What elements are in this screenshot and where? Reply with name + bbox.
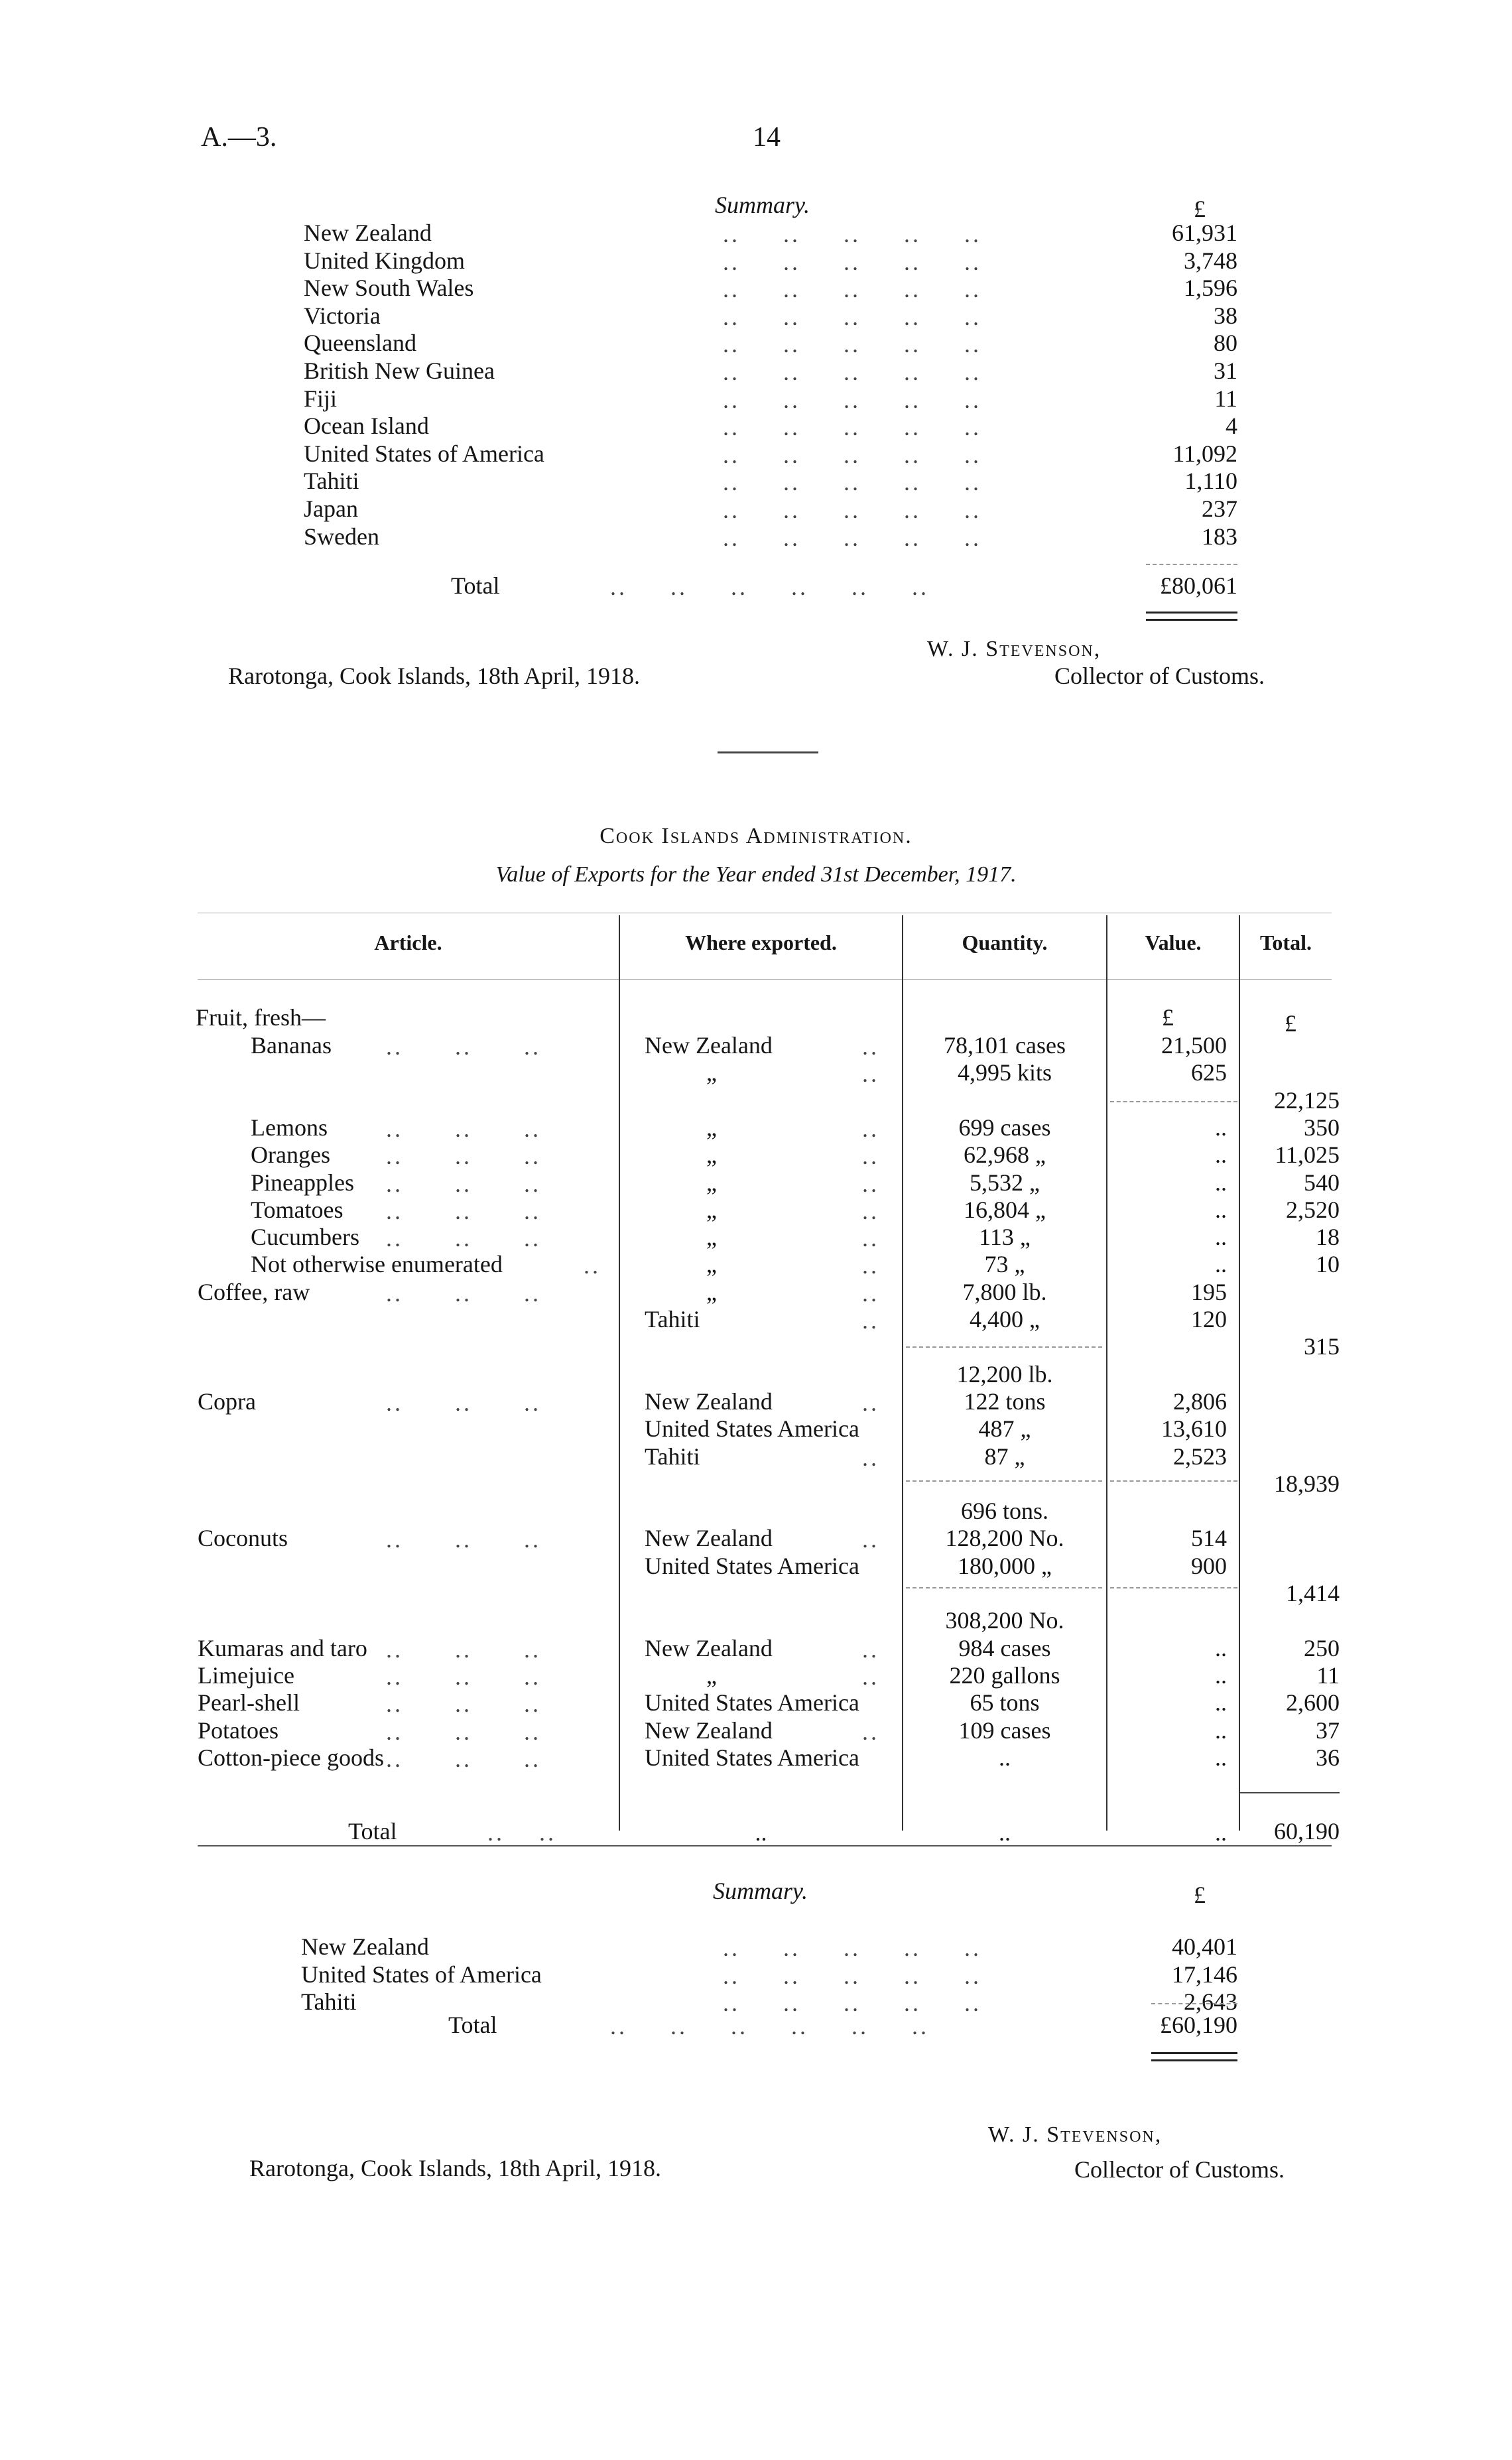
signature-name-text: W. J. Stevenson, [927,637,1102,661]
quantity-cell: 78,101 cases [944,1032,1066,1059]
leader-dots: .. .. .. [386,1636,541,1663]
leader-dots: .. .. .. .. .. [723,387,981,413]
value-cell: 120 [1191,1306,1227,1332]
article-cell: Coconuts [198,1525,288,1551]
leader-dots: .. [862,1033,879,1060]
quantity-cell: 4,400 „ [970,1306,1040,1332]
quantity-cell: 308,200 No. [945,1607,1064,1634]
leader-dots: .. .. .. [386,1116,541,1142]
quantity-cell: 487 „ [978,1415,1031,1442]
summary-row-label: Japan [304,495,358,522]
leader-dots: .. .. .. .. .. [723,304,981,330]
value-cell: 21,500 [1161,1032,1227,1059]
leader-dots: .. [584,1252,601,1279]
total-row-where: .. [755,1819,767,1846]
summary-row-label: Ocean Island [304,413,429,439]
header-article: Article. [374,931,442,954]
where-cell: „ [706,1169,717,1196]
total-cell: 37 [1316,1717,1340,1744]
subtotal-rule [906,1587,1102,1588]
leader-dots: .. [862,1143,879,1169]
article-cell: Tomatoes [251,1197,344,1223]
where-cell: New Zealand [645,1388,773,1415]
quantity-cell: 113 „ [979,1224,1031,1250]
summary-title: Summary. [715,192,810,218]
signature-role: Collector of Customs. [1054,663,1265,689]
summary-row-label: New Zealand [304,220,432,246]
where-cell: United States America [645,1553,859,1579]
summary-total-value: £80,061 [1160,572,1237,599]
summary-row-value: 11,092 [1172,440,1237,467]
article-cell: Lemons [251,1114,328,1141]
total-cell: 18,939 [1274,1470,1340,1497]
value-cell: .. [1215,1635,1227,1661]
where-cell: Tahiti [645,1443,700,1470]
value-currency: £ [1162,1004,1174,1031]
where-cell: New Zealand [645,1717,773,1744]
article-cell: Oranges [251,1141,330,1168]
signature-place: Rarotonga, Cook Islands, 18th April, 1918. [228,663,640,689]
leader-dots: .. .. .. .. .. [723,442,981,468]
total-cell: 350 [1304,1114,1340,1141]
leader-dots: .. [862,1636,879,1663]
leader-dots: .. .. .. .. .. [723,1935,981,1961]
value-cell: .. [1215,1114,1227,1141]
where-cell: „ [706,1662,717,1689]
value-cell: 514 [1191,1525,1227,1551]
quantity-cell: 4,995 kits [957,1059,1052,1086]
leader-dots: .. .. .. .. .. [723,276,981,302]
summary-row-value: 40,401 [1172,1933,1237,1960]
summary-row-label: British New Guinea [304,357,495,384]
leader-dots: .. .. .. .. .. [723,359,981,385]
total-cell: 11,025 [1275,1141,1340,1168]
leader-dots: .. [862,1526,879,1553]
value-cell: 13,610 [1161,1415,1227,1442]
quantity-cell: 62,968 „ [964,1141,1046,1168]
leader-dots: .. .. [487,1819,556,1846]
article-cell: Pineapples [251,1169,354,1196]
article-cell: Coffee, raw [198,1279,310,1305]
value-cell: .. [1215,1224,1227,1250]
subtotal-rule [906,1346,1102,1348]
quantity-cell: 696 tons. [960,1498,1048,1524]
summary-row-value: 61,931 [1172,220,1237,246]
where-cell: New Zealand [645,1525,773,1551]
article-cell: Not otherwise enumerated [251,1251,503,1277]
article-cell: Limejuice [198,1662,294,1689]
leader-dots: .. .. .. [386,1691,541,1717]
subtotal-rule [906,1480,1102,1482]
double-rule [1146,612,1237,621]
value-cell: 900 [1191,1553,1227,1579]
header-where: Where exported. [685,931,837,954]
leader-dots: .. [862,1171,879,1197]
summary-row-value: 237 [1202,495,1237,522]
summary-row-value: 1,110 [1184,468,1237,494]
leader-dots: .. .. .. .. .. [723,331,981,357]
quantity-cell: 180,000 „ [958,1553,1052,1579]
article-cell: Potatoes [198,1717,279,1744]
leader-dots: .. [862,1718,879,1745]
summary-row-value: 17,146 [1172,1961,1237,1988]
leader-dots: .. .. .. [386,1143,541,1169]
leader-dots: .. .. .. .. .. [723,1990,981,2016]
leader-dots: .. .. .. [386,1663,541,1690]
leader-dots: .. [862,1663,879,1690]
total-row-total: 60,190 [1274,1818,1340,1845]
total-cell: 2,520 [1286,1197,1340,1223]
quantity-cell: 7,800 lb. [962,1279,1047,1305]
column-divider [619,915,620,1831]
summary-row-label: Victoria [304,302,381,329]
where-cell: United States America [645,1689,859,1716]
leader-dots: .. .. .. .. .. .. [610,574,929,600]
leader-dots: .. [862,1280,879,1307]
summary-row-label: New Zealand [301,1933,429,1960]
value-cell: .. [1215,1169,1227,1196]
leader-dots: .. .. .. [386,1718,541,1745]
leader-dots: .. [862,1445,879,1471]
leader-dots: .. [862,1390,879,1416]
table-header-rule [198,979,1332,980]
rule [1151,2003,1237,2004]
article-cell: Pearl-shell [198,1689,300,1716]
where-cell: „ [706,1059,717,1086]
where-cell: „ [706,1251,717,1277]
leader-dots: .. .. .. [386,1033,541,1060]
article-cell: Copra [198,1388,256,1415]
quantity-cell: 5,532 „ [970,1169,1040,1196]
leader-dots: .. .. .. [386,1171,541,1197]
double-rule [1151,2052,1237,2061]
subtotal-rule [1110,1587,1237,1588]
summary-row-value: 1,596 [1184,275,1237,301]
total-cell: 11 [1316,1662,1340,1689]
article-cell: Bananas [251,1032,332,1059]
summary-title: Summary. [713,1878,808,1904]
summary-row-value: 80 [1214,330,1237,356]
leader-dots: .. .. .. .. .. [723,497,981,523]
value-cell: .. [1215,1251,1227,1277]
signature-name [927,635,1101,663]
total-cell: 10 [1316,1251,1340,1277]
value-cell: .. [1215,1197,1227,1223]
quantity-cell: 12,200 lb. [956,1361,1053,1388]
admin-title: Cook Islands Administration. [599,824,913,848]
where-cell: „ [706,1197,717,1223]
where-cell: „ [706,1114,717,1141]
total-currency: £ [1285,1010,1296,1037]
leader-dots: .. [862,1198,879,1224]
value-cell: 625 [1191,1059,1227,1086]
signature-name-text: W. J. Stevenson, [988,2122,1163,2147]
currency-symbol: £ [1194,1882,1206,1908]
summary-row-value: 31 [1214,357,1237,384]
value-cell: .. [1215,1141,1227,1168]
value-cell: 195 [1191,1279,1227,1305]
quantity-cell: 122 tons [964,1388,1046,1415]
where-cell: New Zealand [645,1635,773,1661]
leader-dots: .. .. .. [386,1280,541,1307]
total-cell: 315 [1304,1333,1340,1360]
summary-row-label: United Kingdom [304,247,465,274]
total-row-label: Total [348,1818,397,1845]
value-cell: .. [1215,1689,1227,1716]
leader-dots: .. [862,1061,879,1087]
table-title: Value of Exports for the Year ended 31st December, 1917. [495,862,1017,887]
total-cell: 18 [1316,1224,1340,1250]
article-cell: Cotton-piece goods [198,1744,384,1771]
summary-row-label: Queensland [304,330,416,356]
summary-total-label: Total [451,572,500,599]
value-cell: 2,806 [1173,1388,1227,1415]
total-cell: 36 [1316,1744,1340,1771]
where-cell: United States America [645,1415,859,1442]
leader-dots: .. [862,1225,879,1252]
summary-row-label: United States of America [304,440,544,467]
summary-row-label: Fiji [304,385,338,412]
quantity-cell: 109 cases [958,1717,1051,1744]
signature-name [988,2121,1162,2149]
quantity-cell: 128,200 No. [945,1525,1064,1551]
summary-row-label: Tahiti [304,468,359,494]
summary-total-label: Total [448,2012,497,2038]
total-cell: 250 [1304,1635,1340,1661]
where-cell: New Zealand [645,1032,773,1059]
total-rule [1240,1792,1340,1793]
quantity-cell: 65 tons [970,1689,1040,1716]
summary-row-value: 183 [1202,523,1237,550]
leader-dots: .. .. .. .. .. [723,469,981,495]
summary-row-value: 2,643 [1184,1988,1237,2015]
total-row-value: .. [1215,1819,1227,1846]
summary-row-label: Sweden [304,523,379,550]
page-number: 14 [753,122,781,153]
header-quantity: Quantity. [962,931,1048,954]
summary-row-value: 11 [1214,385,1237,412]
subtotal-rule [1110,1101,1237,1102]
leader-dots: .. .. .. .. .. [723,221,981,247]
article-cell: Cucumbers [251,1224,359,1250]
where-cell: Tahiti [645,1306,700,1332]
where-cell: „ [706,1279,717,1305]
subtotal-rule [1110,1480,1237,1482]
quantity-cell: 984 cases [958,1635,1051,1661]
where-cell: „ [706,1141,717,1168]
total-row-quantity: .. [999,1819,1011,1846]
total-cell: 22,125 [1274,1087,1340,1114]
summary-row-value: 3,748 [1184,247,1237,274]
leader-dots: .. .. .. [386,1198,541,1224]
signature-place: Rarotonga, Cook Islands, 18th April, 1918. [249,2155,661,2181]
quantity-cell: 87 „ [984,1443,1025,1470]
summary-row-label: United States of America [301,1961,542,1988]
value-cell: 2,523 [1173,1443,1227,1470]
quantity-cell: 73 „ [984,1251,1025,1277]
quantity-cell: 220 gallons [949,1662,1060,1689]
rule [1146,564,1237,565]
leader-dots: .. .. .. .. .. .. [610,2013,929,2039]
leader-dots: .. [862,1307,879,1334]
quantity-cell: 699 cases [958,1114,1051,1141]
leader-dots: .. [862,1252,879,1279]
leader-dots: .. .. .. [386,1746,541,1772]
article-cell: Kumaras and taro [198,1635,367,1661]
currency-symbol: £ [1194,196,1206,222]
header-total: Total. [1260,931,1312,954]
summary-row-label: Tahiti [301,1988,357,2015]
value-cell: .. [1215,1717,1227,1744]
total-cell: 2,600 [1286,1689,1340,1716]
where-cell: United States America [645,1744,859,1771]
leader-dots: .. [862,1116,879,1142]
section-divider [718,751,818,753]
summary-row-value: 38 [1214,302,1237,329]
header-value: Value. [1145,931,1202,954]
document-reference: A.—3. [201,122,277,153]
leader-dots: .. .. .. [386,1526,541,1553]
leader-dots: .. .. .. .. .. [723,1963,981,1989]
quantity-cell: 16,804 „ [964,1197,1046,1223]
fruit-group-label: Fruit, fresh— [196,1004,326,1031]
summary-row-label: New South Wales [304,275,474,301]
leader-dots: .. .. .. .. .. [723,249,981,275]
total-cell: 540 [1304,1169,1340,1196]
leader-dots: .. .. .. [386,1225,541,1252]
leader-dots: .. .. .. .. .. [723,525,981,551]
leader-dots: .. .. .. .. .. [723,414,981,440]
value-cell: .. [1215,1662,1227,1689]
where-cell: „ [706,1224,717,1250]
summary-row-value: 4 [1226,413,1237,439]
value-cell: .. [1215,1744,1227,1771]
quantity-cell: .. [999,1744,1011,1771]
total-cell: 1,414 [1286,1580,1340,1606]
leader-dots: .. .. .. [386,1390,541,1416]
summary-total-value: £60,190 [1160,2012,1237,2038]
signature-role: Collector of Customs. [1074,2156,1285,2183]
